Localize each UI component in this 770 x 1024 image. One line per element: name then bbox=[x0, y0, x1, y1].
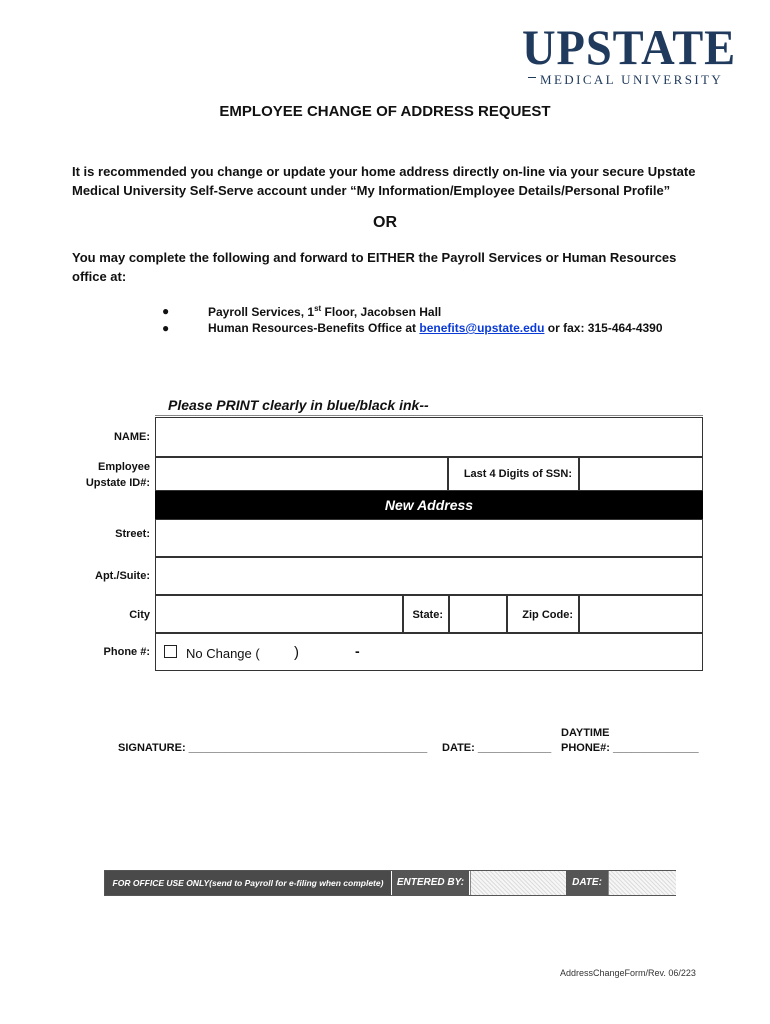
upstate-id-label: Upstate ID#: bbox=[85, 477, 150, 489]
ssn-label-cell bbox=[448, 457, 579, 491]
entered-by-label: ENTERED BY: bbox=[392, 871, 469, 895]
benefits-email-link[interactable]: benefits@upstate.edu bbox=[419, 321, 545, 335]
name-field[interactable] bbox=[155, 417, 703, 457]
payroll-sup: st bbox=[314, 304, 322, 313]
ssn-label: Last 4 Digits of SSN: bbox=[463, 468, 572, 480]
signature-line: SIGNATURE: _______________________________________ bbox=[118, 742, 428, 754]
payroll-text-b: Floor, Jacobsen Hall bbox=[321, 305, 442, 319]
phone-dash: - bbox=[355, 643, 360, 659]
phone-field[interactable] bbox=[155, 633, 703, 671]
bullet-payroll bbox=[208, 304, 441, 319]
apt-field[interactable] bbox=[155, 557, 703, 595]
print-note: Please PRINT clearly in blue/black ink-- bbox=[168, 397, 429, 413]
date-line: DATE: ____________ bbox=[442, 742, 552, 754]
office-date-label: DATE: bbox=[566, 871, 608, 895]
city-label: City bbox=[129, 609, 150, 621]
new-address-header: New Address bbox=[155, 491, 703, 519]
city-field[interactable] bbox=[155, 595, 403, 633]
bullet-hr bbox=[208, 321, 663, 335]
intro-line-1: It is recommended you change or update your home address directly on-line via your secure Upstate bbox=[72, 164, 696, 179]
or-divider: OR bbox=[373, 214, 397, 231]
logo-subtitle: MEDICAL UNIVERSITY bbox=[540, 72, 724, 87]
hr-text-b: or fax: 315-464-4390 bbox=[544, 321, 663, 335]
apt-label: Apt./Suite: bbox=[95, 570, 150, 582]
phone-paren-close: ) bbox=[294, 644, 299, 661]
logo-rule bbox=[528, 77, 536, 78]
note-rule bbox=[155, 415, 703, 416]
phone-line: PHONE#: ______________ bbox=[561, 742, 699, 754]
ssn-field[interactable] bbox=[579, 457, 703, 491]
alt-line-2: office at: bbox=[72, 269, 127, 284]
zip-label: Zip Code: bbox=[522, 609, 573, 621]
footer-revision: AddressChangeForm/Rev. 06/223 bbox=[560, 968, 696, 978]
employee-label: Employee bbox=[98, 461, 150, 473]
zip-label-cell bbox=[507, 595, 579, 633]
intro-line-2: Medical University Self-Serve account under “My Information/Employee Details/Personal Profile” bbox=[72, 183, 671, 198]
phone-label: Phone #: bbox=[103, 646, 150, 658]
entered-by-field[interactable] bbox=[470, 871, 567, 895]
office-date-field[interactable] bbox=[608, 871, 676, 895]
street-field[interactable] bbox=[155, 519, 703, 557]
daytime-label: DAYTIME bbox=[561, 727, 610, 739]
street-label: Street: bbox=[115, 528, 150, 540]
state-label-cell bbox=[403, 595, 449, 633]
employee-id-field[interactable] bbox=[155, 457, 448, 491]
name-label: NAME: bbox=[113, 431, 150, 443]
hr-text-a: Human Resources-Benefits Office at bbox=[208, 321, 420, 335]
upstate-logo: UPSTATE bbox=[522, 19, 737, 75]
payroll-text-a: Payroll Services, 1 bbox=[208, 305, 315, 319]
no-change-checkbox[interactable] bbox=[164, 645, 177, 658]
bullet-icon: ● bbox=[162, 321, 170, 335]
zip-field[interactable] bbox=[579, 595, 703, 633]
alt-line-1: You may complete the following and forward to EITHER the Payroll Services or Human Resources bbox=[72, 250, 677, 265]
page-title: EMPLOYEE CHANGE OF ADDRESS REQUEST bbox=[219, 103, 551, 120]
office-use-row bbox=[104, 870, 676, 896]
no-change-label: No Change ( bbox=[186, 646, 260, 661]
state-label: State: bbox=[412, 609, 443, 621]
state-field[interactable] bbox=[449, 595, 507, 633]
office-use-label: FOR OFFICE USE ONLY(send to Payroll for e-filing when complete) bbox=[105, 871, 391, 895]
bullet-icon: ● bbox=[162, 304, 170, 318]
